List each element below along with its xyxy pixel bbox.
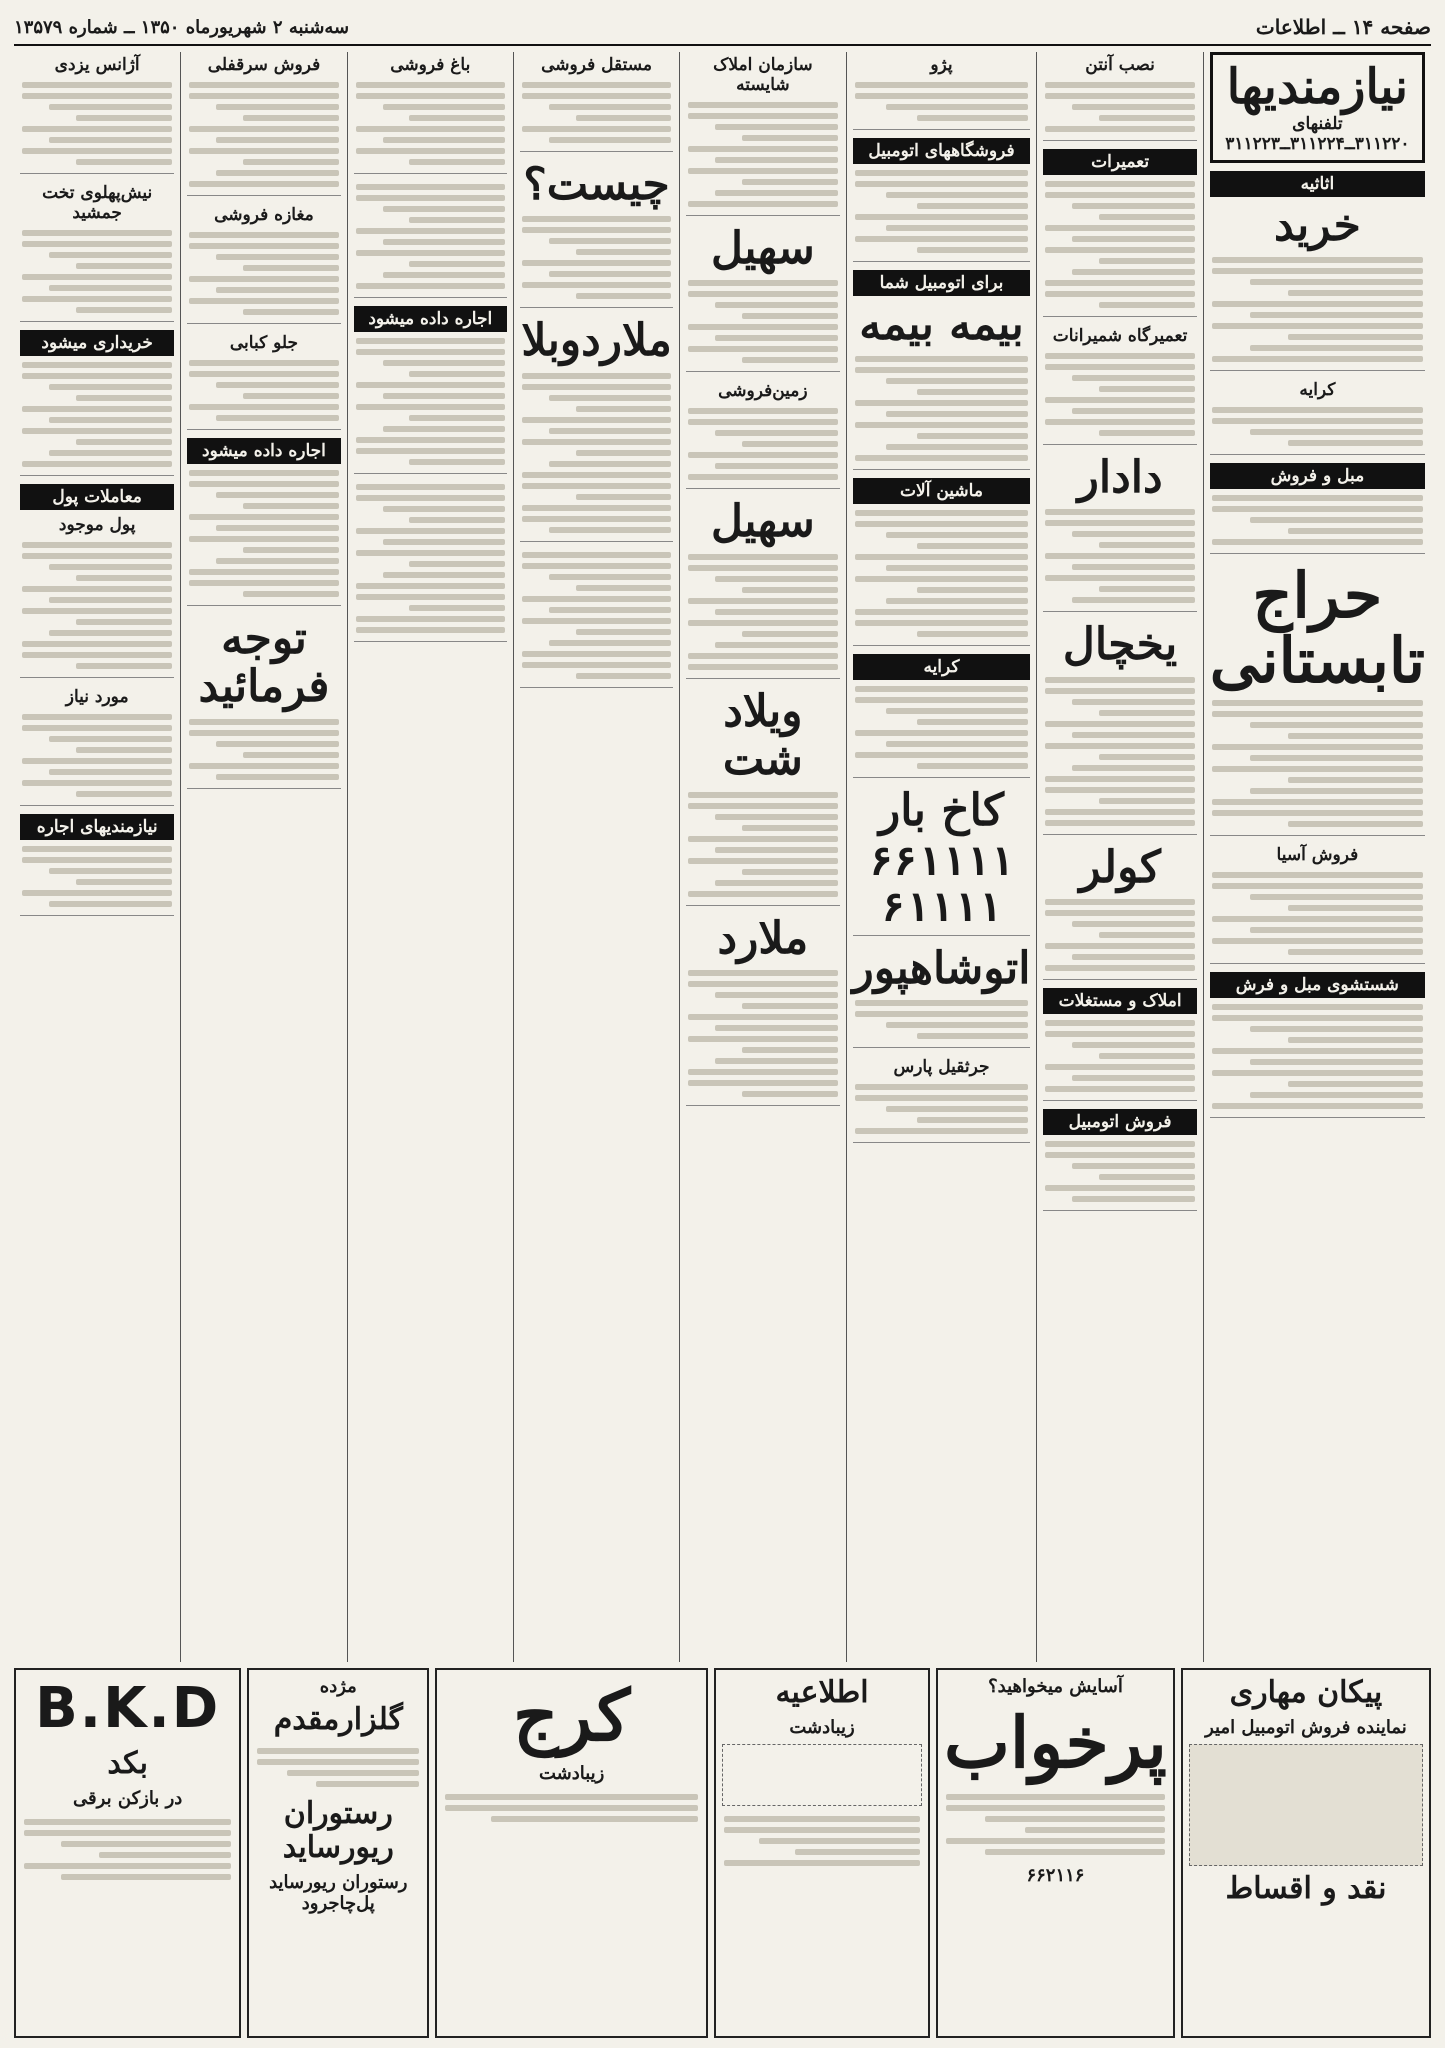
fine-print xyxy=(443,1790,700,1826)
fine-print xyxy=(187,228,340,319)
section-heading: ویلاد شت xyxy=(722,685,803,786)
jeep-illustration xyxy=(1189,1744,1423,1866)
ad-block xyxy=(520,314,673,541)
house-logo xyxy=(722,1744,922,1806)
fine-print xyxy=(853,78,1031,125)
ad-block xyxy=(20,328,174,476)
restaurant-subtitle: رستوران ریورساید پل‌چاجرود xyxy=(269,1871,408,1914)
golazmaqdam-top: مژده xyxy=(319,1676,357,1697)
fine-print xyxy=(20,78,174,169)
fine-print xyxy=(686,788,839,901)
ad-block xyxy=(520,158,673,308)
ad-block xyxy=(1210,169,1425,371)
ad-block xyxy=(1210,461,1425,554)
fine-print xyxy=(722,1812,922,1870)
ad-block xyxy=(187,202,340,324)
ad-block xyxy=(20,812,174,916)
fine-print xyxy=(1210,868,1425,959)
classifieds-header xyxy=(1210,52,1425,163)
parkhab-question: آسایش میخواهید؟ xyxy=(988,1676,1123,1697)
section-heading: کرایه xyxy=(853,654,1031,680)
fine-print xyxy=(187,466,340,601)
parkhab-ad xyxy=(936,1668,1175,2038)
section-heading: تعمیرگاه شمیرانات xyxy=(1052,326,1188,346)
section-heading: زمین‌فروشی xyxy=(718,381,808,402)
ad-block xyxy=(354,304,507,474)
section-heading: آژانس یزدی xyxy=(54,55,140,75)
fine-print xyxy=(187,356,340,425)
fine-print xyxy=(686,404,839,484)
fine-print xyxy=(354,180,507,293)
parkhab-title: پرخواب xyxy=(944,1701,1167,1784)
section-heading: معاملات پول xyxy=(20,484,174,510)
section-heading: ملاردوبلا xyxy=(521,315,672,367)
ad-block xyxy=(1043,323,1196,445)
fine-print xyxy=(1210,696,1425,831)
fine-print xyxy=(944,1790,1167,1859)
fine-print xyxy=(20,358,174,471)
ad-block xyxy=(1043,986,1196,1101)
karaj-ad xyxy=(435,1668,708,2038)
issue-date: سه‌شنبه ۲ شهریورماه ۱۳۵۰ ــ شماره ۱۳۵۷۹ xyxy=(14,16,350,38)
column-2 xyxy=(1036,52,1202,1662)
ad-block xyxy=(853,52,1031,130)
section-heading: چیست؟ xyxy=(523,159,670,210)
ad-block xyxy=(1043,52,1196,141)
bkd-subtitle: در بازکن برقی xyxy=(73,1787,183,1809)
ad-block xyxy=(1043,618,1196,834)
ad-block xyxy=(354,480,507,642)
paykan-ad xyxy=(1181,1668,1431,2038)
fine-print xyxy=(686,966,839,1101)
ad-block xyxy=(1210,560,1425,836)
column-5 xyxy=(513,52,679,1662)
section-heading: مبل و فروش xyxy=(1210,463,1425,489)
karaj-title: کرج xyxy=(513,1674,631,1757)
golazmaqdam-title: گلزارمقدم xyxy=(273,1702,403,1737)
column-7 xyxy=(180,52,346,1662)
golazmaqdam-ad xyxy=(247,1668,429,2038)
section-heading: خریداری میشود xyxy=(20,330,174,356)
ad-block xyxy=(1210,377,1425,455)
bkd-word: بکد xyxy=(107,1746,149,1781)
section-heading: پول موجود xyxy=(58,515,136,535)
fine-print xyxy=(1210,1000,1425,1113)
bottom-ads xyxy=(14,1668,1431,2038)
fine-print xyxy=(22,1815,233,1884)
ad-block xyxy=(187,330,340,430)
fine-print xyxy=(20,710,174,801)
section-heading: سهیل xyxy=(710,496,815,548)
fine-print xyxy=(354,78,507,169)
section-heading: مغازه فروشی xyxy=(214,205,314,225)
paykan-footer: نقد و اقساط xyxy=(1225,1870,1387,1906)
section-heading: مورد نیاز xyxy=(65,687,129,707)
ad-block xyxy=(1210,842,1425,964)
section-heading: اجاره داده میشود xyxy=(354,306,507,332)
fine-print xyxy=(1043,177,1196,312)
section-heading: املاک و مستغلات xyxy=(1043,988,1196,1014)
restaurant-title: رستوران ریورساید xyxy=(282,1795,394,1865)
fine-print xyxy=(1043,1016,1196,1096)
ad-block xyxy=(686,222,839,372)
fine-print xyxy=(853,352,1031,465)
zibadasht-notice-ad xyxy=(714,1668,930,2038)
fine-print xyxy=(853,1080,1031,1138)
section-heading: فروشگاههای اتومبیل xyxy=(853,138,1031,164)
section-heading: سازمان املاک شایسته xyxy=(713,55,813,95)
fine-print xyxy=(20,842,174,911)
ad-block xyxy=(187,52,340,196)
column-1 xyxy=(1203,52,1431,1662)
fine-print xyxy=(853,682,1031,773)
fine-print xyxy=(1210,253,1425,366)
fine-print xyxy=(187,78,340,191)
ad-block xyxy=(520,52,673,152)
notice-subtitle: زیبادشت xyxy=(789,1716,855,1738)
ad-block xyxy=(1043,147,1196,317)
parkhab-phone: ۶۶۲۱۱۶ xyxy=(1026,1864,1085,1886)
fine-print xyxy=(1043,895,1196,975)
section-heading: دادار xyxy=(1077,452,1163,503)
section-heading: اثاثیه xyxy=(1210,171,1425,197)
section-heading: پژو xyxy=(930,55,953,75)
ad-block xyxy=(686,912,839,1106)
section-heading: تعمیرات xyxy=(1043,149,1196,175)
ad-block xyxy=(853,1054,1031,1143)
section-heading: ماشین آلات xyxy=(853,478,1031,504)
ad-block xyxy=(520,548,673,688)
section-heading: نیش‌پهلوی تخت جمشید xyxy=(42,183,153,223)
ad-block xyxy=(20,684,174,806)
ad-block xyxy=(686,495,839,678)
section-heading: یخچال xyxy=(1062,619,1178,671)
kakhbar-phones: ۶۶۱۱۱۱ ۶۱۱۱۱ xyxy=(869,838,1014,931)
ad-block xyxy=(1043,451,1196,612)
ad-block xyxy=(686,685,839,906)
section-heading: کولر xyxy=(1079,841,1161,893)
fine-print xyxy=(1043,673,1196,830)
fine-print xyxy=(853,166,1031,257)
section-heading: بیمه بیمه xyxy=(859,299,1024,350)
ad-block xyxy=(686,52,839,216)
fine-print xyxy=(853,506,1031,641)
paykan-subtitle: نماینده فروش اتومبیل امیر xyxy=(1205,1716,1407,1738)
ad-block xyxy=(853,476,1031,646)
fine-print xyxy=(20,538,174,673)
ad-block xyxy=(20,482,174,678)
section-heading: اجاره داده میشود xyxy=(187,438,340,464)
notice-title: اطلاعیه xyxy=(775,1675,869,1710)
fine-print xyxy=(520,212,673,303)
ad-block xyxy=(686,378,839,489)
fine-print xyxy=(1043,78,1196,136)
paykan-title: پیکان مهاری xyxy=(1229,1675,1383,1710)
section-heading: برای اتومبیل شما xyxy=(853,270,1031,296)
fine-print xyxy=(686,98,839,211)
ad-block xyxy=(853,784,1031,935)
fine-print xyxy=(20,226,174,317)
fine-print xyxy=(686,550,839,674)
ad-block xyxy=(1043,1107,1196,1211)
section-heading: توجه فرمائید xyxy=(198,613,330,713)
ad-block xyxy=(1210,970,1425,1118)
section-heading: شستشوی مبل و فرش xyxy=(1210,972,1425,998)
section-heading: کاخ بار xyxy=(878,785,1004,837)
fine-print xyxy=(1210,491,1425,549)
fine-print xyxy=(255,1744,421,1791)
column-6 xyxy=(347,52,513,1662)
fine-print xyxy=(1043,1137,1196,1206)
section-heading: کرایه xyxy=(1299,380,1336,401)
classifieds-title: نیازمندیها xyxy=(1226,59,1408,115)
section-heading: جرثقیل پارس xyxy=(893,1057,990,1078)
karaj-subtitle: زیبادشت xyxy=(538,1762,605,1784)
ad-block xyxy=(20,52,174,174)
column-8 xyxy=(14,52,180,1662)
bkd-logo: B.K.D xyxy=(35,1676,221,1741)
classifieds-phones: تلفنهای ۳۱۱۲۲۰ــ۳۱۱۲۲۴ــ۳۱۱۲۲۳ xyxy=(1225,113,1410,154)
fine-print xyxy=(853,996,1031,1043)
ad-block xyxy=(853,942,1031,1048)
section-heading: جلو کبابی xyxy=(229,333,299,353)
column-3 xyxy=(846,52,1037,1662)
bkd-ad xyxy=(14,1668,241,2038)
section-heading: نیازمندیهای اجاره xyxy=(20,814,174,840)
column-4 xyxy=(679,52,845,1662)
fine-print xyxy=(187,715,340,784)
ad-block xyxy=(187,612,340,789)
section-heading: ملارد xyxy=(717,912,809,964)
section-heading: مستقل فروشی xyxy=(541,55,653,75)
ad-block xyxy=(853,268,1031,470)
ad-block xyxy=(354,180,507,298)
section-heading: اتوشاهپور xyxy=(852,942,1031,994)
section-heading: حراج تابستانی xyxy=(1209,559,1425,698)
section-heading: فروش اتومبیل xyxy=(1043,1109,1196,1135)
section-heading: خرید xyxy=(1273,199,1361,251)
fine-print xyxy=(354,480,507,637)
section-heading: سهیل xyxy=(710,223,815,274)
ad-block xyxy=(853,136,1031,262)
page-number: صفحه ۱۴ ــ اطلاعات xyxy=(1255,15,1431,39)
fine-print xyxy=(1043,505,1196,607)
ad-block xyxy=(354,52,507,174)
fine-print xyxy=(1043,349,1196,440)
ad-block xyxy=(20,180,174,322)
section-heading: باغ فروشی xyxy=(390,55,471,75)
fine-print xyxy=(354,334,507,469)
ad-block xyxy=(1043,841,1196,980)
masthead xyxy=(14,10,1431,46)
section-heading: فروش سرقفلی xyxy=(207,55,321,75)
ad-block xyxy=(853,652,1031,778)
fine-print xyxy=(520,548,673,683)
fine-print xyxy=(686,276,839,367)
section-heading: فروش آسیا xyxy=(1276,845,1359,866)
fine-print xyxy=(520,369,673,537)
fine-print xyxy=(520,78,673,147)
fine-print xyxy=(1210,403,1425,450)
classified-columns xyxy=(14,52,1431,1662)
section-heading: نصب آنتن xyxy=(1085,55,1155,75)
ad-block xyxy=(187,436,340,606)
